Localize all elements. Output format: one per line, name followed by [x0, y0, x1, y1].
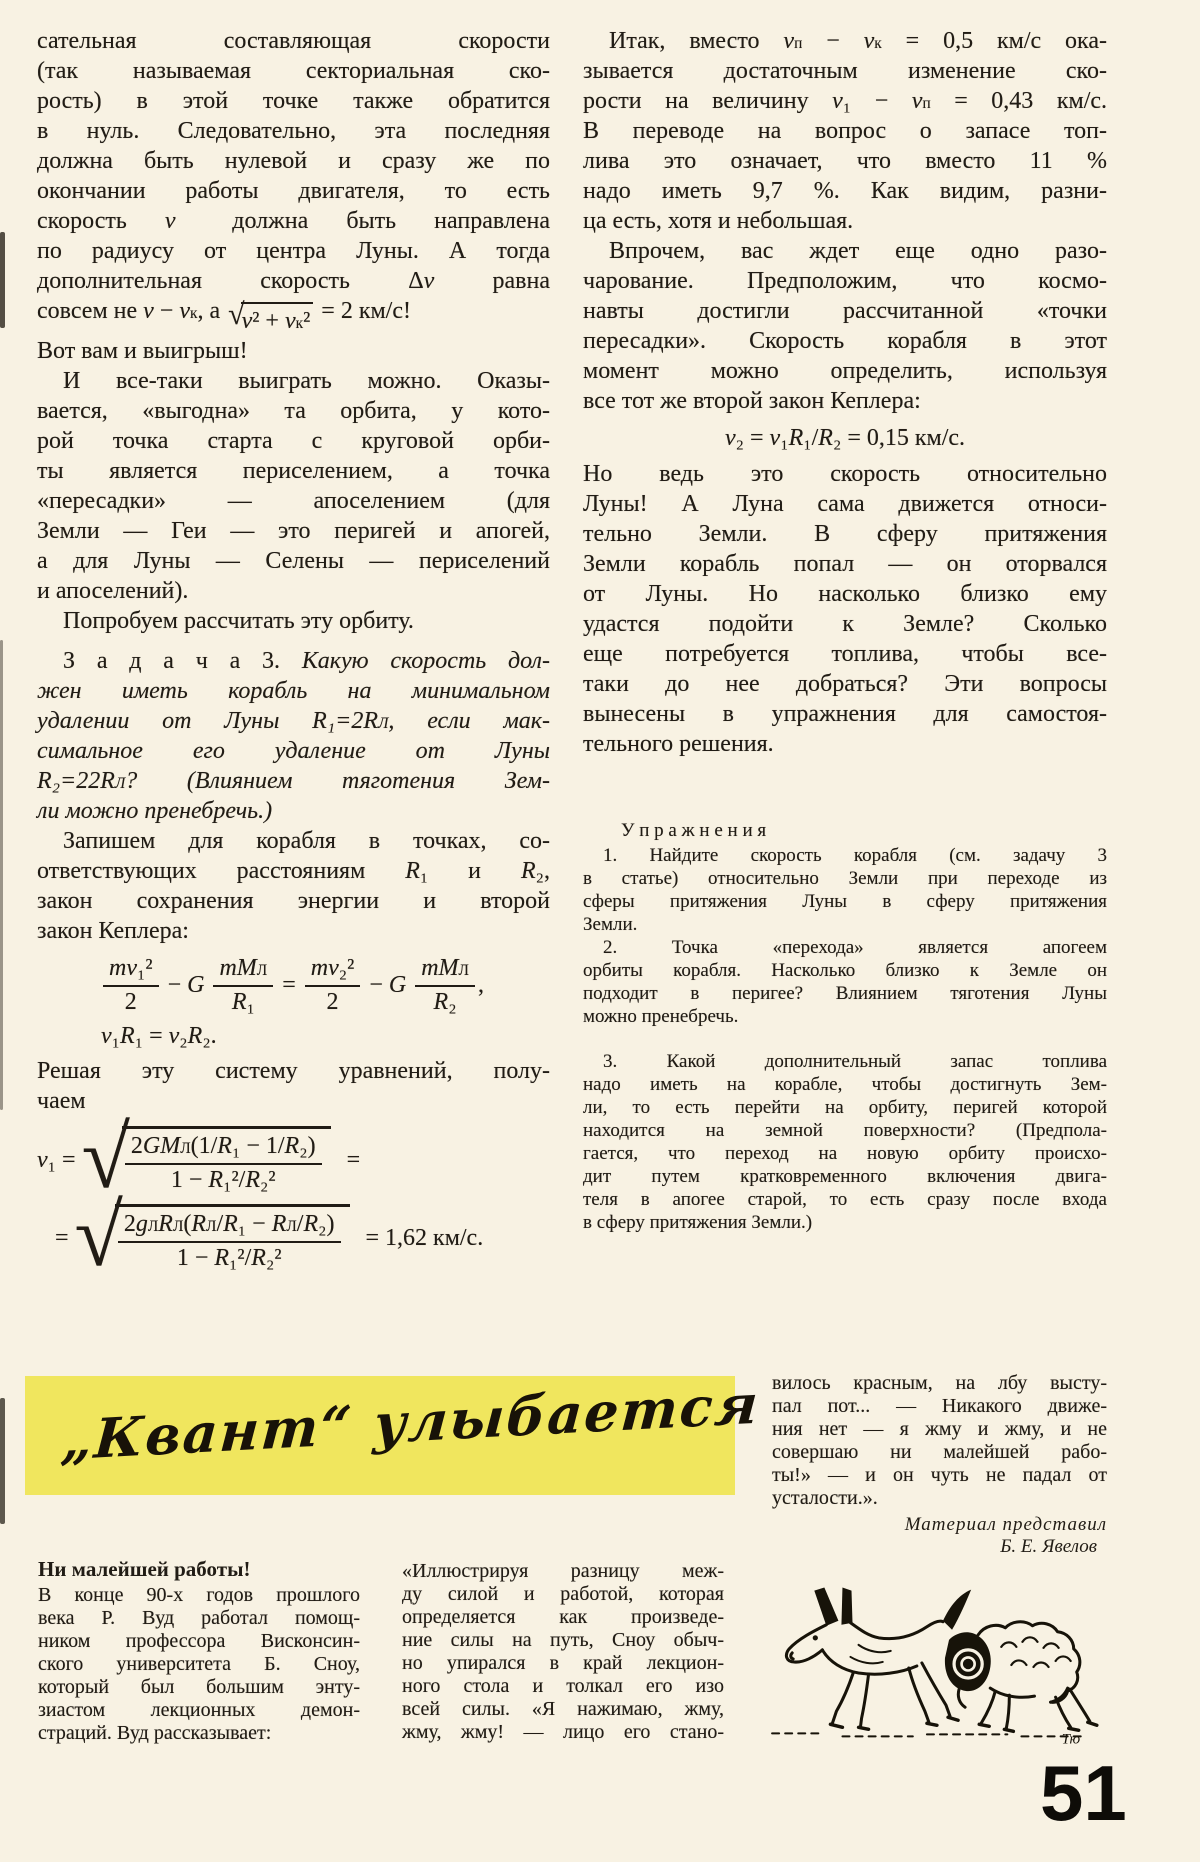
article-left-column [37, 26, 551, 1285]
text-line: ние силы на путь, Сноу обыч- [402, 1629, 724, 1651]
paragraph [37, 826, 550, 946]
text-line: вается, «выгодна» та орбита, у кото- [37, 398, 550, 424]
text-line: ли, то есть перейти на орбиту, перигей которой [583, 1097, 1107, 1118]
text-line: и апоселений). [37, 578, 189, 604]
text-line: еще потребуется топлива, чтобы все- [583, 641, 1107, 667]
text-line: в статье) относительно Земли при переходе из [583, 868, 1107, 889]
text-line: Земли. [583, 914, 638, 935]
text-line: таки до нее добраться? Эти вопросы [583, 671, 1107, 697]
radical-sign: √ [74, 1188, 123, 1285]
paragraph [772, 1372, 1107, 1510]
text-line: а для Луны — Селены — периселений [37, 548, 550, 574]
page-number: 51 [1040, 1749, 1127, 1837]
operator: − G [369, 972, 407, 998]
text-line: в сферу притяжения Земли.) [583, 1212, 813, 1233]
text-line: рой точка старта с круговой орби- [37, 428, 550, 454]
formula-v1-general [37, 1110, 550, 1207]
text-line: ца есть, хотя и небольшая. [583, 208, 854, 234]
text-line: ду силой и работой, которая [402, 1583, 724, 1605]
paragraph [402, 1560, 724, 1744]
text-line: надо иметь на корабле, чтобы достигнуть Зем- [583, 1074, 1107, 1095]
donkey-ram-drawing [758, 1584, 1130, 1756]
paragraph [38, 1584, 360, 1745]
text-line: Вот вам и выигрыш! [37, 338, 248, 364]
text-line: рость) в этой точке также обратится [37, 88, 550, 114]
text-line: Попробуем рассчитать эту орбиту. [63, 608, 414, 634]
text-line: Итак, вместо $v_п - v_к = 0,5$ км/с ока- [609, 28, 1107, 54]
paragraph [37, 606, 550, 636]
formula-kepler-second-law [37, 1023, 550, 1050]
text-line: вилось красным, на лбу высту- [772, 1372, 1107, 1394]
article-right-column [583, 26, 1107, 1234]
text-line: всей силы. «Я нажимаю, жму, [402, 1698, 724, 1720]
text-line: лива это означает, что вместо 11 % [583, 148, 1107, 174]
spacer [583, 1028, 1107, 1050]
text-line: 1. Найдите скорость корабля (см. задачу 3 [603, 845, 1107, 866]
sqrt-expression [81, 1110, 331, 1207]
text-line: ского университета Б. Сноу, [38, 1653, 360, 1675]
text-line: должна быть нулевой и сразу же по [37, 148, 550, 174]
exercise-2 [583, 936, 1107, 1028]
text-line: сательная составляющая скорости [37, 28, 550, 54]
text-line: но упирался в край лекцион- [402, 1652, 724, 1674]
text-line: находится на земной поверхности? (Предпола- [583, 1120, 1107, 1141]
text-line: ного стола и толкал его изо [402, 1675, 724, 1697]
equals-sign: = [282, 972, 296, 998]
text-line: окончании работы двигателя, то есть [37, 178, 550, 204]
paragraph [37, 1056, 550, 1116]
sqrt-expression [228, 298, 313, 336]
credit-author: Б. Е. Явелов [1000, 1536, 1097, 1557]
paragraph [37, 336, 550, 366]
text-line: подходит в перигее? Влиянием тяготения Луны [583, 983, 1107, 1004]
text-line: удастся подойти к Земле? Сколько [583, 611, 1107, 637]
humor-story-column-2 [402, 1560, 724, 1744]
exercises-header: У п р а ж н е н и я [621, 820, 767, 841]
text-line: ником профессора Висконсин- [38, 1630, 360, 1652]
equals-sign: = [55, 1224, 69, 1251]
exercise-1 [583, 844, 1107, 936]
fraction: $\frac{mM_Л}{\text{R₂}}$ [415, 955, 475, 1016]
text-line: страций. Вуд рассказывает: [38, 1722, 272, 1744]
text-line: определяется как произведе- [402, 1606, 724, 1628]
fraction: $\frac{\text{mv₁²}}{2}$ [103, 955, 159, 1016]
text-line: рости на величину $v_1 - v_п = 0,43$ км/с. [583, 88, 1108, 114]
text-line: скорость v⃗ должна быть направлена [37, 208, 550, 234]
text-line: ответствующих расстояниям R₁ и R₂, [37, 858, 550, 884]
text-line: Решая эту систему уравнений, полу- [37, 1058, 550, 1084]
text-line: усталости.». [772, 1487, 878, 1509]
text-line: тельного решения. [583, 731, 774, 757]
text-line: Запишем для корабля в точках, со- [63, 828, 550, 854]
paragraph [583, 459, 1107, 759]
inline-formula-line [37, 296, 550, 336]
text-line: Земли корабль попал — он оторвался [583, 551, 1107, 577]
scan-edge-mark [0, 1398, 5, 1524]
text-line: все тот же второй закон Кеплера: [583, 388, 921, 414]
text-line: зиастом лекционных демон- [38, 1699, 360, 1721]
text-line: ты!» — и он чуть не падал от [772, 1464, 1107, 1486]
text-line: можно пренебречь. [583, 1006, 739, 1027]
text-line: «пересадки» — апоселением (для [37, 488, 550, 514]
text-line: тельно Земли. В сферу притяжения [583, 521, 1107, 547]
spacer [37, 636, 550, 646]
text-line: дополнительная скорость Δv равна [37, 268, 550, 294]
text-line: чаем [37, 1088, 86, 1114]
text-line: в нуль. Следовательно, эта последняя [37, 118, 550, 144]
text-line: надо иметь 9,7 %. Как видим, разни- [583, 178, 1107, 204]
text-line: жму, жму! — лицо его стано- [402, 1721, 724, 1743]
formula-v2 [583, 425, 1107, 452]
text-line: ния нет — я жму и жму, и не [772, 1418, 1107, 1440]
text-line: жен иметь корабль на минимальном [37, 678, 550, 704]
sqrt-expression [74, 1188, 350, 1285]
text-line: сферы притяжения Луны в сферу притяжения [583, 891, 1107, 912]
text-line: зывается достаточным изменение ско- [583, 58, 1107, 84]
text-line: В конце 90-х годов прошлого [38, 1584, 360, 1606]
text-line: закон Кеплера: [37, 918, 189, 944]
text-line: века Р. Вуд работал помощ- [38, 1607, 360, 1629]
text-line: пересадки». Скорость корабля в этот [583, 328, 1107, 354]
text-line: В переводе на вопрос о запасе топ- [583, 118, 1107, 144]
humor-story-column-1 [38, 1556, 360, 1745]
text-line: Луны! А Луна сама движется относи- [583, 491, 1107, 517]
fraction: $\frac{mM_Л}{\text{R₁}}$ [213, 955, 273, 1016]
formula-text: = 2 км/с! [315, 298, 411, 324]
paragraph [583, 26, 1107, 236]
text-line: момент можно определить, используя [583, 358, 1107, 384]
scan-edge-mark [0, 232, 5, 328]
paragraph [37, 366, 550, 606]
text-line: (так называемая секториальная ско- [37, 58, 550, 84]
problem-3-statement [37, 646, 550, 826]
text-line: 2. Точка «перехода» является апогеем [603, 937, 1107, 958]
text-line: по радиусу от центра Луны. А тогда [37, 238, 550, 264]
radicand: $\frac{2GM_Л(1/R_1 - 1/R_2)}{\text{1 − R₁²/R₂²}}$ [122, 1126, 331, 1194]
text-line: теля в апогее старой, то есть сразу после входа [583, 1189, 1107, 1210]
formula-v1-numeric [37, 1188, 550, 1285]
text-line: симальное его удаление от Луны [37, 738, 550, 764]
paragraph [37, 26, 550, 296]
story-title: Ни малейшей работы! [38, 1557, 251, 1581]
radical-sign: √ [81, 1110, 130, 1207]
text-line: Но ведь это скорость относительно [583, 461, 1107, 487]
radical-sign: √ [228, 298, 245, 331]
text-line: И все-таки выиграть можно. Оказы- [63, 368, 550, 394]
paragraph [583, 236, 1107, 416]
text-line: ты является периселением, а точка [37, 458, 550, 484]
formula-text: v₁R₁ = v₂R₂. [101, 1023, 217, 1049]
text-line: удалении от Луны $R_1=2R_Л$, если мак- [37, 708, 550, 734]
text-line: Земли — Геи — это перигей и апогей, [37, 518, 550, 544]
text-line: чарование. Предположим, что космо- [583, 268, 1107, 294]
text-line: «Иллюстрируя разницу меж- [402, 1560, 724, 1582]
text-line: ли можно пренебречь.) [37, 798, 273, 824]
punctuation: , [477, 972, 484, 998]
text-line: Впрочем, вас ждет еще одно разо- [609, 238, 1107, 264]
text-line: $R_2=22R_Л$? (Влиянием тяготения Зем- [37, 768, 550, 794]
text-line: закон сохранения энергии и второй [37, 888, 550, 914]
exercises-block [583, 819, 1107, 1234]
kvant-smiles-script: „Квант“ улыбается [59, 1371, 762, 1473]
operator: − G [167, 972, 205, 998]
text-line: вынесены в упражнения для самостоя- [583, 701, 1107, 727]
text-line: орбиты корабля. Насколько близко к Земле он [583, 960, 1107, 981]
formula-energy-conservation [37, 955, 550, 1016]
text-line: З а д а ч а 3. Какую скорость дол- [63, 648, 551, 674]
text-line: от Луны. Но насколько близко ему [583, 581, 1107, 607]
text-line: гается, что переход на новую орбиту происхо- [583, 1143, 1107, 1164]
radicand: $\frac{2g_ЛR_Л(R_Л/R_1 - R_Л/R_2)}{\text{1 − R₁²/R₂²}}$ [115, 1204, 350, 1272]
text-line: навты достигли рассчитанной «точки [583, 298, 1107, 324]
scan-edge-mark [0, 640, 3, 1110]
text-line: 3. Какой дополнительный запас топлива [603, 1051, 1107, 1072]
exercise-3 [583, 1050, 1107, 1234]
text-line: пал пот... — Никакого движе- [772, 1395, 1107, 1417]
formula-lhs: v₁ = [37, 1146, 76, 1173]
kvant-smiles-banner [25, 1371, 762, 1495]
fraction: $\frac{\text{mv₂²}}{2}$ [305, 955, 361, 1016]
artist-signature: Тю [1061, 1731, 1081, 1748]
radicand: $v^2 + v_к^2$ [241, 302, 314, 336]
text-line: дит путем кратковременного включения двига- [583, 1166, 1107, 1187]
formula-result: = 1,62 км/с. [365, 1224, 484, 1251]
humor-right-column [772, 1372, 1107, 1558]
equals-sign: = [346, 1146, 361, 1173]
text-line: который был большим энту- [38, 1676, 360, 1698]
formula-text: совсем не $v - v_к$, а [37, 298, 227, 324]
credit-line: Материал представил [904, 1514, 1107, 1535]
text-line: совершаю ни малейшей рабо- [772, 1441, 1107, 1463]
formula-text: v₂ = v₁R₁/R₂ = 0,15 км/с. [724, 425, 966, 451]
donkey-ram-illustration [758, 1584, 1130, 1756]
